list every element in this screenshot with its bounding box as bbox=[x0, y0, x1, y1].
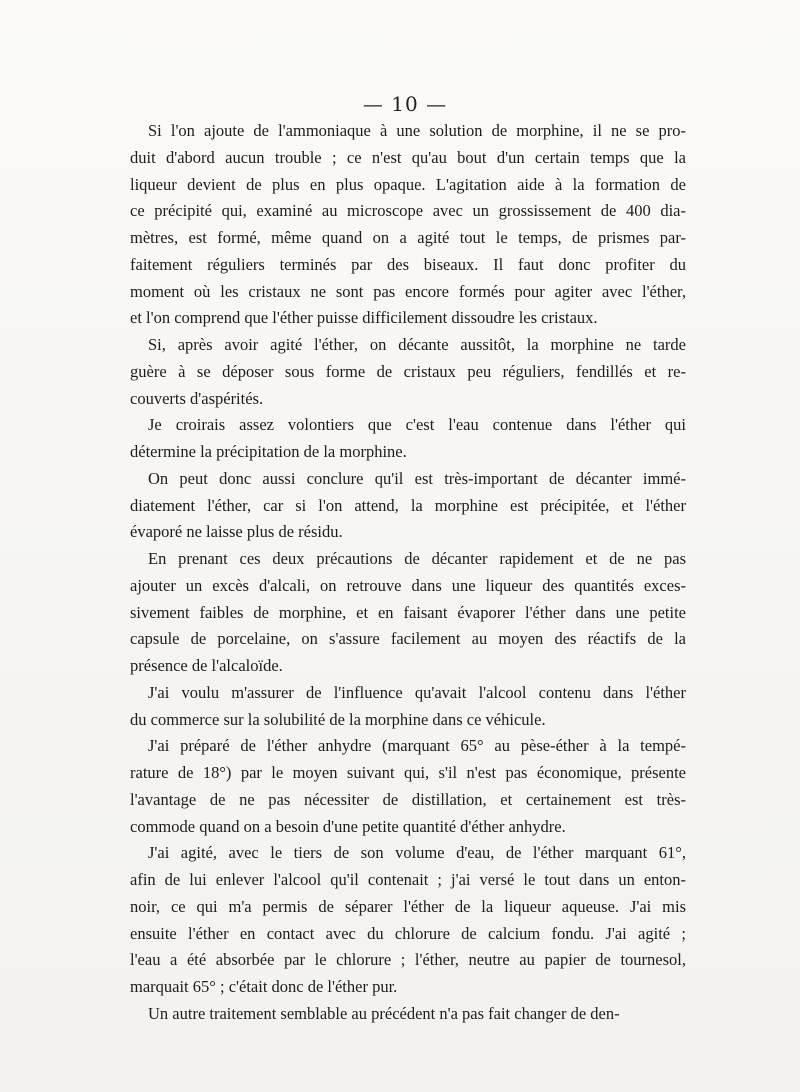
paragraph bbox=[130, 733, 686, 840]
text-line: afin de lui enlever l'alcool qu'il contenait ; j'ai versé le tout dans un enton- bbox=[130, 870, 686, 889]
text-line: mètres, est formé, même quand on a agité tout le temps, de prismes par- bbox=[130, 228, 686, 247]
text-line: guère à se déposer sous forme de cristaux peu réguliers, fendillés et re- bbox=[130, 361, 686, 381]
body-text bbox=[130, 118, 686, 1028]
text-line: l'eau a été absorbée par le chlorure ; l'éther, neutre au papier de tournesol, bbox=[130, 950, 686, 970]
text-line: marquait 65° ; c'était donc de l'éther pur. bbox=[130, 977, 398, 996]
text-line: ajouter un excès d'alcali, on retrouve dans une liqueur des quantités exces- bbox=[130, 575, 686, 595]
text-line: capsule de porcelaine, on s'assure facilement au moyen des réactifs de la bbox=[130, 629, 686, 649]
text-line: J'ai préparé de l'éther anhydre (marquant 65° au pèse-éther à la tempé- bbox=[148, 736, 686, 756]
text-line: Un autre traitement semblable au précédent n'a pas fait changer de den- bbox=[148, 1003, 620, 1023]
paragraph bbox=[130, 546, 686, 680]
paragraph bbox=[130, 118, 686, 332]
text-line: rature de 18°) par le moyen suivant qui, s'il n'est pas économique, présente bbox=[130, 763, 686, 782]
text-line: ce précipité qui, examiné au microscope avec un grossissement de 400 dia- bbox=[130, 201, 686, 221]
text-line: Si, après avoir agité l'éther, on décante aussitôt, la morphine ne tarde bbox=[148, 335, 686, 354]
text-line: et l'on comprend que l'éther puisse difficilement dissoudre les cristaux. bbox=[130, 308, 598, 328]
text-line: couverts d'aspérités. bbox=[130, 388, 264, 408]
text-line: duit d'abord aucun trouble ; ce n'est qu'au bout d'un certain temps que la bbox=[130, 147, 686, 167]
text-line: diatement l'éther, car si l'on attend, la morphine est précipitée, et l'éther bbox=[130, 495, 686, 515]
paragraph bbox=[130, 1001, 686, 1028]
page-number: — 10 — bbox=[362, 92, 448, 116]
text-line: En prenant ces deux précautions de décanter rapidement et de ne pas bbox=[148, 549, 686, 568]
text-line: faitement réguliers terminés par des biseaux. Il faut donc profiter du bbox=[130, 254, 686, 274]
text-line: évaporé ne laisse plus de résidu. bbox=[130, 522, 343, 542]
paragraph bbox=[130, 332, 686, 412]
text-line: J'ai agité, avec le tiers de son volume d'eau, de l'éther marquant 61°, bbox=[148, 843, 686, 863]
text-line: ensuite l'éther en contact avec du chlorure de calcium fondu. J'ai agité ; bbox=[130, 923, 686, 943]
text-line: noir, ce qui m'a permis de séparer l'éther de la liqueur aqueuse. J'ai mis bbox=[130, 896, 686, 916]
paragraph bbox=[130, 680, 686, 734]
text-line: On peut donc aussi conclure qu'il est très-important de décanter immé- bbox=[148, 468, 686, 488]
text-line: commode quand on a besoin d'une petite quantité d'éther anhydre. bbox=[130, 816, 566, 836]
text-line: l'avantage de ne pas nécessiter de distillation, et certainement est très- bbox=[130, 789, 686, 809]
text-line: liqueur devient de plus en plus opaque. L'agitation aide à la formation de bbox=[130, 174, 686, 194]
text-line: détermine la précipitation de la morphine. bbox=[130, 442, 407, 461]
text-line: présence de l'alcaloïde. bbox=[130, 656, 283, 675]
text-line: J'ai voulu m'assurer de l'influence qu'avait l'alcool contenu dans l'éther bbox=[148, 682, 686, 702]
paragraph bbox=[130, 840, 686, 1001]
text-line: Je croirais assez volontiers que c'est l'eau contenue dans l'éther qui bbox=[148, 415, 686, 435]
text-line: sivement faibles de morphine, et en faisant évaporer l'éther dans une petite bbox=[130, 602, 686, 622]
text-line: moment où les cristaux ne sont pas encore formés pour agiter avec l'éther, bbox=[130, 281, 686, 301]
paragraph bbox=[130, 466, 686, 546]
paragraph bbox=[130, 412, 686, 466]
text-line: du commerce sur la solubilité de la morphine dans ce véhicule. bbox=[130, 709, 546, 729]
text-line: Si l'on ajoute de l'ammoniaque à une solution de morphine, il ne se pro- bbox=[148, 121, 686, 140]
